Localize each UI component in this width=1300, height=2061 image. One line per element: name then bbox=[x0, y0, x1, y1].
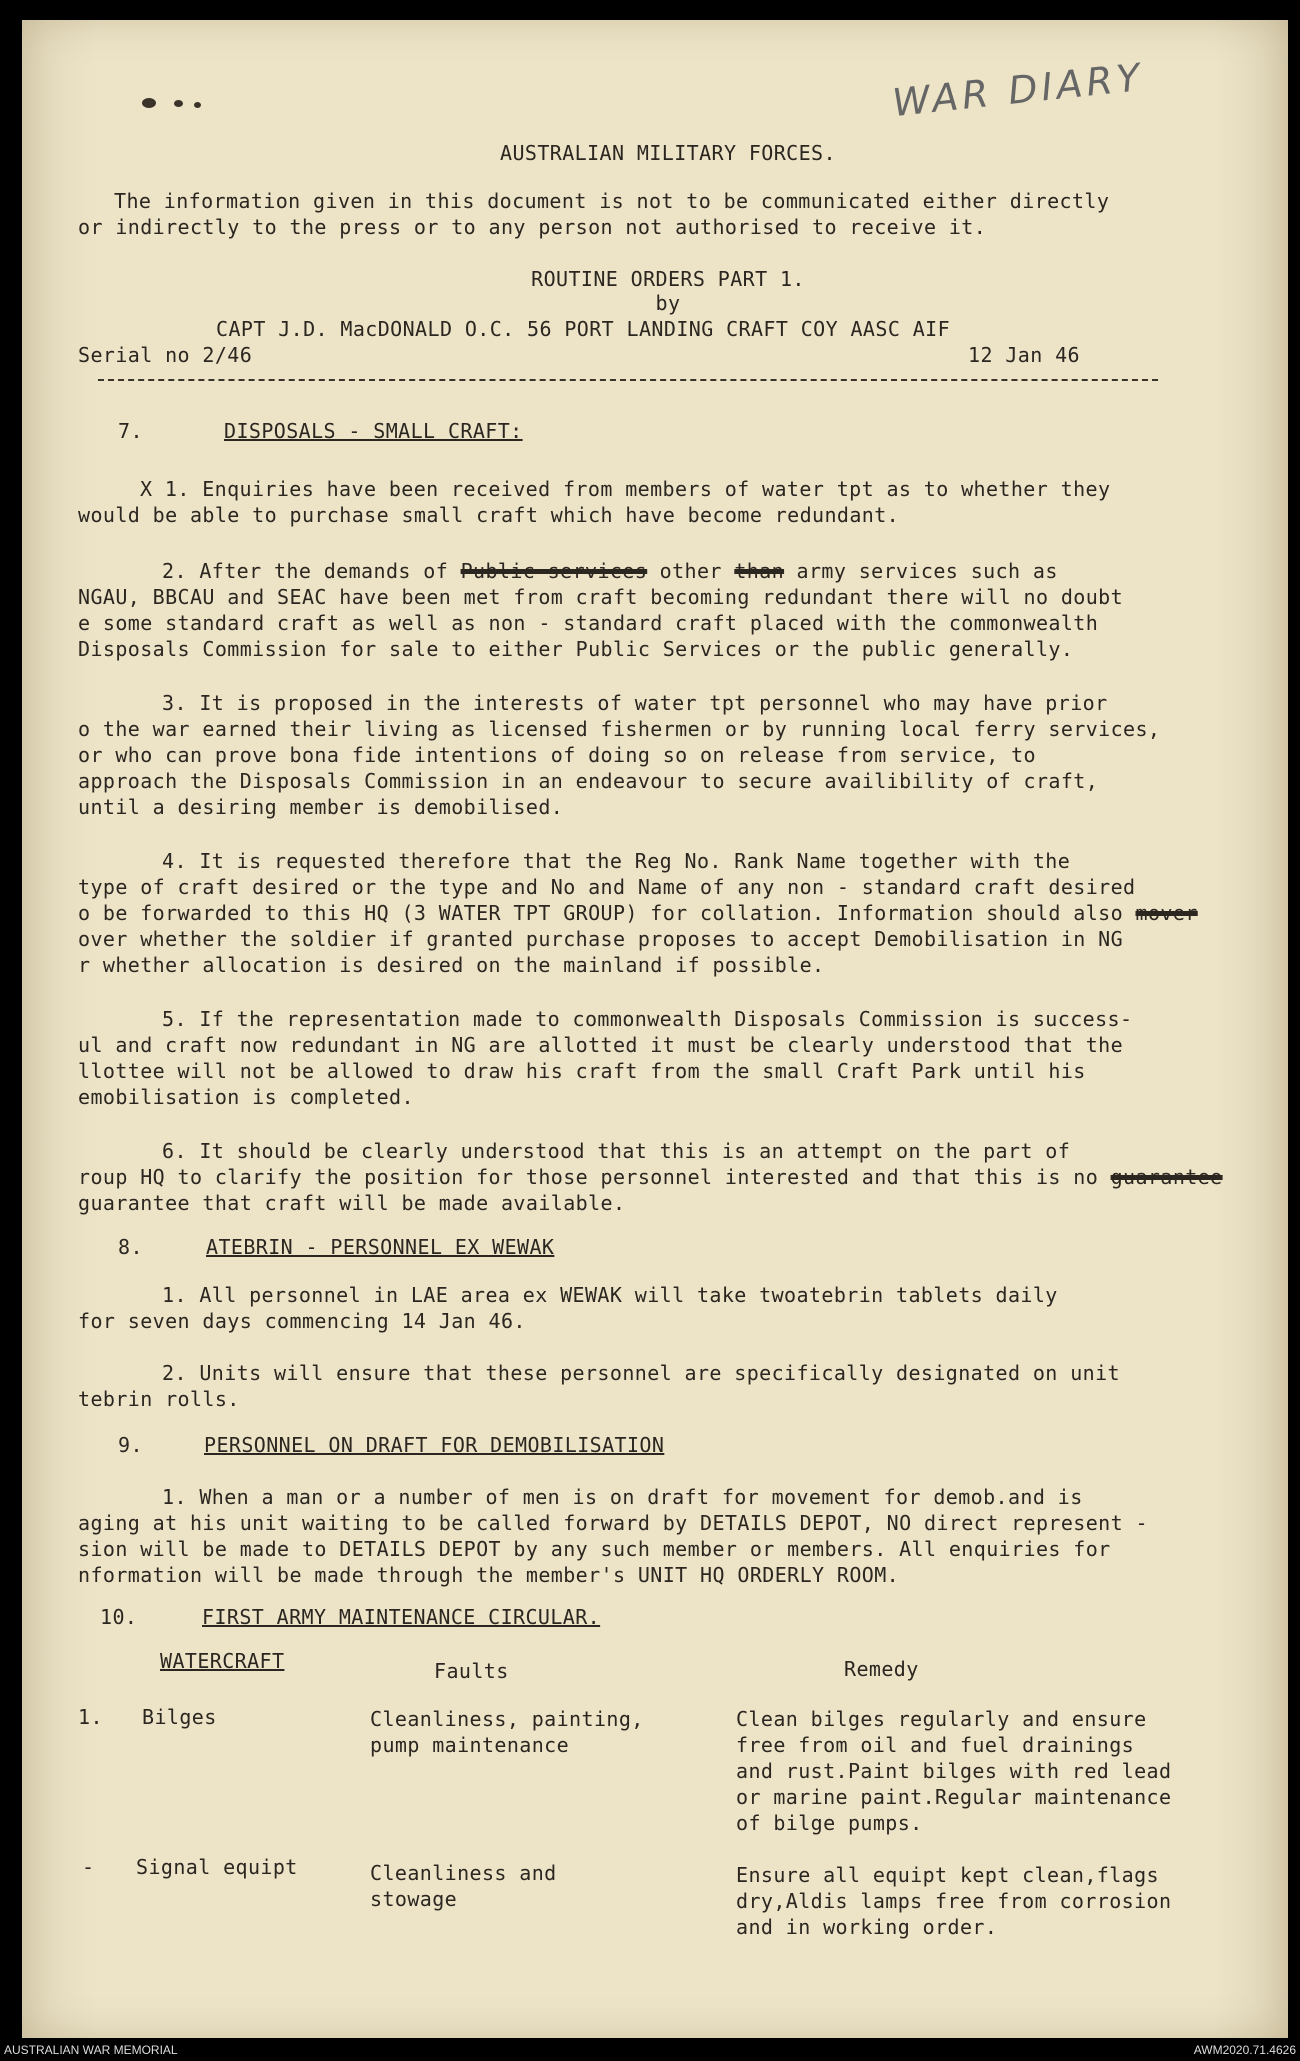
s7-p5-line1: 5. If the representation made to commonwealth Disposals Commission is success- bbox=[162, 1007, 1133, 1031]
row-1-remedy-5: of bilge pumps. bbox=[736, 1811, 923, 1835]
row-2-faults-2: stowage bbox=[370, 1887, 458, 1911]
document-page bbox=[22, 20, 1288, 2038]
s7-p3-line3: or who can prove bona fide intentions of doing so on release from service, to bbox=[78, 743, 1036, 767]
serial-number: Serial no 2/46 bbox=[78, 343, 253, 367]
section-7-number: 7. bbox=[118, 419, 143, 443]
s7-p5-line4: emobilisation is completed. bbox=[78, 1085, 414, 1109]
s7-p4-line5: r whether allocation is desired on the mainland if possible. bbox=[78, 953, 825, 977]
section-10-title: FIRST ARMY MAINTENANCE CIRCULAR. bbox=[202, 1605, 601, 1629]
punch-mark bbox=[142, 98, 156, 108]
notice-line-1: The information given in this document is not to be communicated either directly bbox=[114, 189, 1110, 213]
section-8-title: ATEBRIN - PERSONNEL EX WEWAK bbox=[206, 1235, 555, 1259]
orders-title: ROUTINE ORDERS PART 1. bbox=[531, 267, 805, 291]
row-2-faults-1: Cleanliness and bbox=[370, 1861, 557, 1885]
s8-p2-line2: tebrin rolls. bbox=[78, 1387, 240, 1411]
col-header-faults: Faults bbox=[434, 1659, 509, 1683]
row-1-item: Bilges bbox=[142, 1705, 217, 1729]
s7-p1-line2: would be able to purchase small craft which have become redundant. bbox=[78, 503, 900, 527]
section-9-number: 9. bbox=[118, 1433, 143, 1457]
s7-p6-line3: guarantee that craft will be made available. bbox=[78, 1191, 626, 1215]
punch-mark bbox=[194, 102, 201, 108]
row-1-faults-1: Cleanliness, painting, bbox=[370, 1707, 644, 1731]
s7-p5-line3: llottee will not be allowed to draw his craft from the small Craft Park until his bbox=[78, 1059, 1086, 1083]
war-diary-annotation: WAR DIARY bbox=[890, 54, 1146, 126]
s9-p1-line2: aging at his unit waiting to be called forward by DETAILS DEPOT, NO direct represent - bbox=[78, 1511, 1148, 1535]
s7-p2-line2: NGAU, BBCAU and SEAC have been met from craft becoming redundant there will no doubt bbox=[78, 585, 1124, 609]
row-2-item: Signal equipt bbox=[136, 1855, 298, 1879]
row-1-remedy-2: free from oil and fuel drainings bbox=[736, 1733, 1135, 1757]
row-1-remedy-4: or marine paint.Regular maintenance bbox=[736, 1785, 1172, 1809]
s7-p3-line1: 3. It is proposed in the interests of water tpt personnel who may have prior bbox=[162, 691, 1108, 715]
punch-mark bbox=[174, 100, 183, 107]
row-2-remedy-1: Ensure all equipt kept clean,flags bbox=[736, 1863, 1159, 1887]
section-8-number: 8. bbox=[118, 1235, 143, 1259]
col-header-remedy: Remedy bbox=[844, 1657, 919, 1681]
s7-p2-line1: 2. After the demands of Public services other than army services such as bbox=[162, 559, 1058, 583]
col-header-watercraft: WATERCRAFT bbox=[160, 1649, 285, 1673]
s7-p2-line3: e some standard craft as well as non - standard craft placed with the commonwealth bbox=[78, 611, 1099, 635]
s9-p1-line1: 1. When a man or a number of men is on draft for movement for demob.and is bbox=[162, 1485, 1083, 1509]
footer-accession: AWM2020.71.4626 bbox=[1193, 2043, 1296, 2057]
section-7-title: DISPOSALS - SMALL CRAFT: bbox=[224, 419, 523, 443]
s9-p1-line4: nformation will be made through the member's UNIT HQ ORDERLY ROOM. bbox=[78, 1563, 900, 1587]
s7-p6-line2: roup HQ to clarify the position for those personnel interested and that this is no guarantee bbox=[78, 1165, 1223, 1189]
officer-line: CAPT J.D. MacDONALD O.C. 56 PORT LANDING CRAFT COY AASC AIF bbox=[216, 317, 951, 341]
row-2-remedy-3: and in working order. bbox=[736, 1915, 998, 1939]
row-2-remedy-2: dry,Aldis lamps free from corrosion bbox=[736, 1889, 1172, 1913]
orders-by: by bbox=[655, 291, 681, 315]
row-1-number: 1. bbox=[78, 1705, 103, 1729]
s7-p1-line1: X 1. Enquiries have been received from members of water tpt as to whether they bbox=[140, 477, 1111, 501]
row-1-remedy-1: Clean bilges regularly and ensure bbox=[736, 1707, 1147, 1731]
org-heading: AUSTRALIAN MILITARY FORCES. bbox=[500, 141, 836, 165]
s7-p4-line1: 4. It is requested therefore that the Reg No. Rank Name together with the bbox=[162, 849, 1071, 873]
s8-p1-line2: for seven days commencing 14 Jan 46. bbox=[78, 1309, 526, 1333]
section-9-title: PERSONNEL ON DRAFT FOR DEMOBILISATION bbox=[204, 1433, 665, 1457]
s7-p2-line4: Disposals Commission for sale to either Public Services or the public generally. bbox=[78, 637, 1074, 661]
s9-p1-line3: sion will be made to DETAILS DEPOT by any such member or members. All enquiries for bbox=[78, 1537, 1111, 1561]
s7-p4-line3: o be forwarded to this HQ (3 WATER TPT GROUP) for collation. Information should also mover bbox=[78, 901, 1198, 925]
row-1-faults-2: pump maintenance bbox=[370, 1733, 570, 1757]
divider bbox=[98, 379, 1158, 381]
s7-p4-line2: type of craft desired or the type and No and Name of any non - standard craft desired bbox=[78, 875, 1136, 899]
s7-p5-line2: ul and craft now redundant in NG are allotted it must be clearly understood that the bbox=[78, 1033, 1124, 1057]
row-2-number: - bbox=[82, 1855, 95, 1879]
row-1-remedy-3: and rust.Paint bilges with red lead bbox=[736, 1759, 1172, 1783]
order-date: 12 Jan 46 bbox=[968, 343, 1080, 367]
s7-p6-line1: 6. It should be clearly understood that this is an attempt on the part of bbox=[162, 1139, 1071, 1163]
notice-line-2: or indirectly to the press or to any person not authorised to receive it. bbox=[78, 215, 987, 239]
s8-p2-line1: 2. Units will ensure that these personnel are specifically designated on unit bbox=[162, 1361, 1120, 1385]
footer-source: AUSTRALIAN WAR MEMORIAL bbox=[4, 2043, 178, 2057]
s7-p4-line4: over whether the soldier if granted purchase proposes to accept Demobilisation in NG bbox=[78, 927, 1124, 951]
section-10-number: 10. bbox=[100, 1605, 138, 1629]
s7-p3-line5: until a desiring member is demobilised. bbox=[78, 795, 564, 819]
s7-p3-line4: approach the Disposals Commission in an endeavour to secure availibility of craft, bbox=[78, 769, 1099, 793]
s7-p3-line2: o the war earned their living as licensed fishermen or by running local ferry services, bbox=[78, 717, 1161, 741]
s8-p1-line1: 1. All personnel in LAE area ex WEWAK will take twoatebrin tablets daily bbox=[162, 1283, 1058, 1307]
